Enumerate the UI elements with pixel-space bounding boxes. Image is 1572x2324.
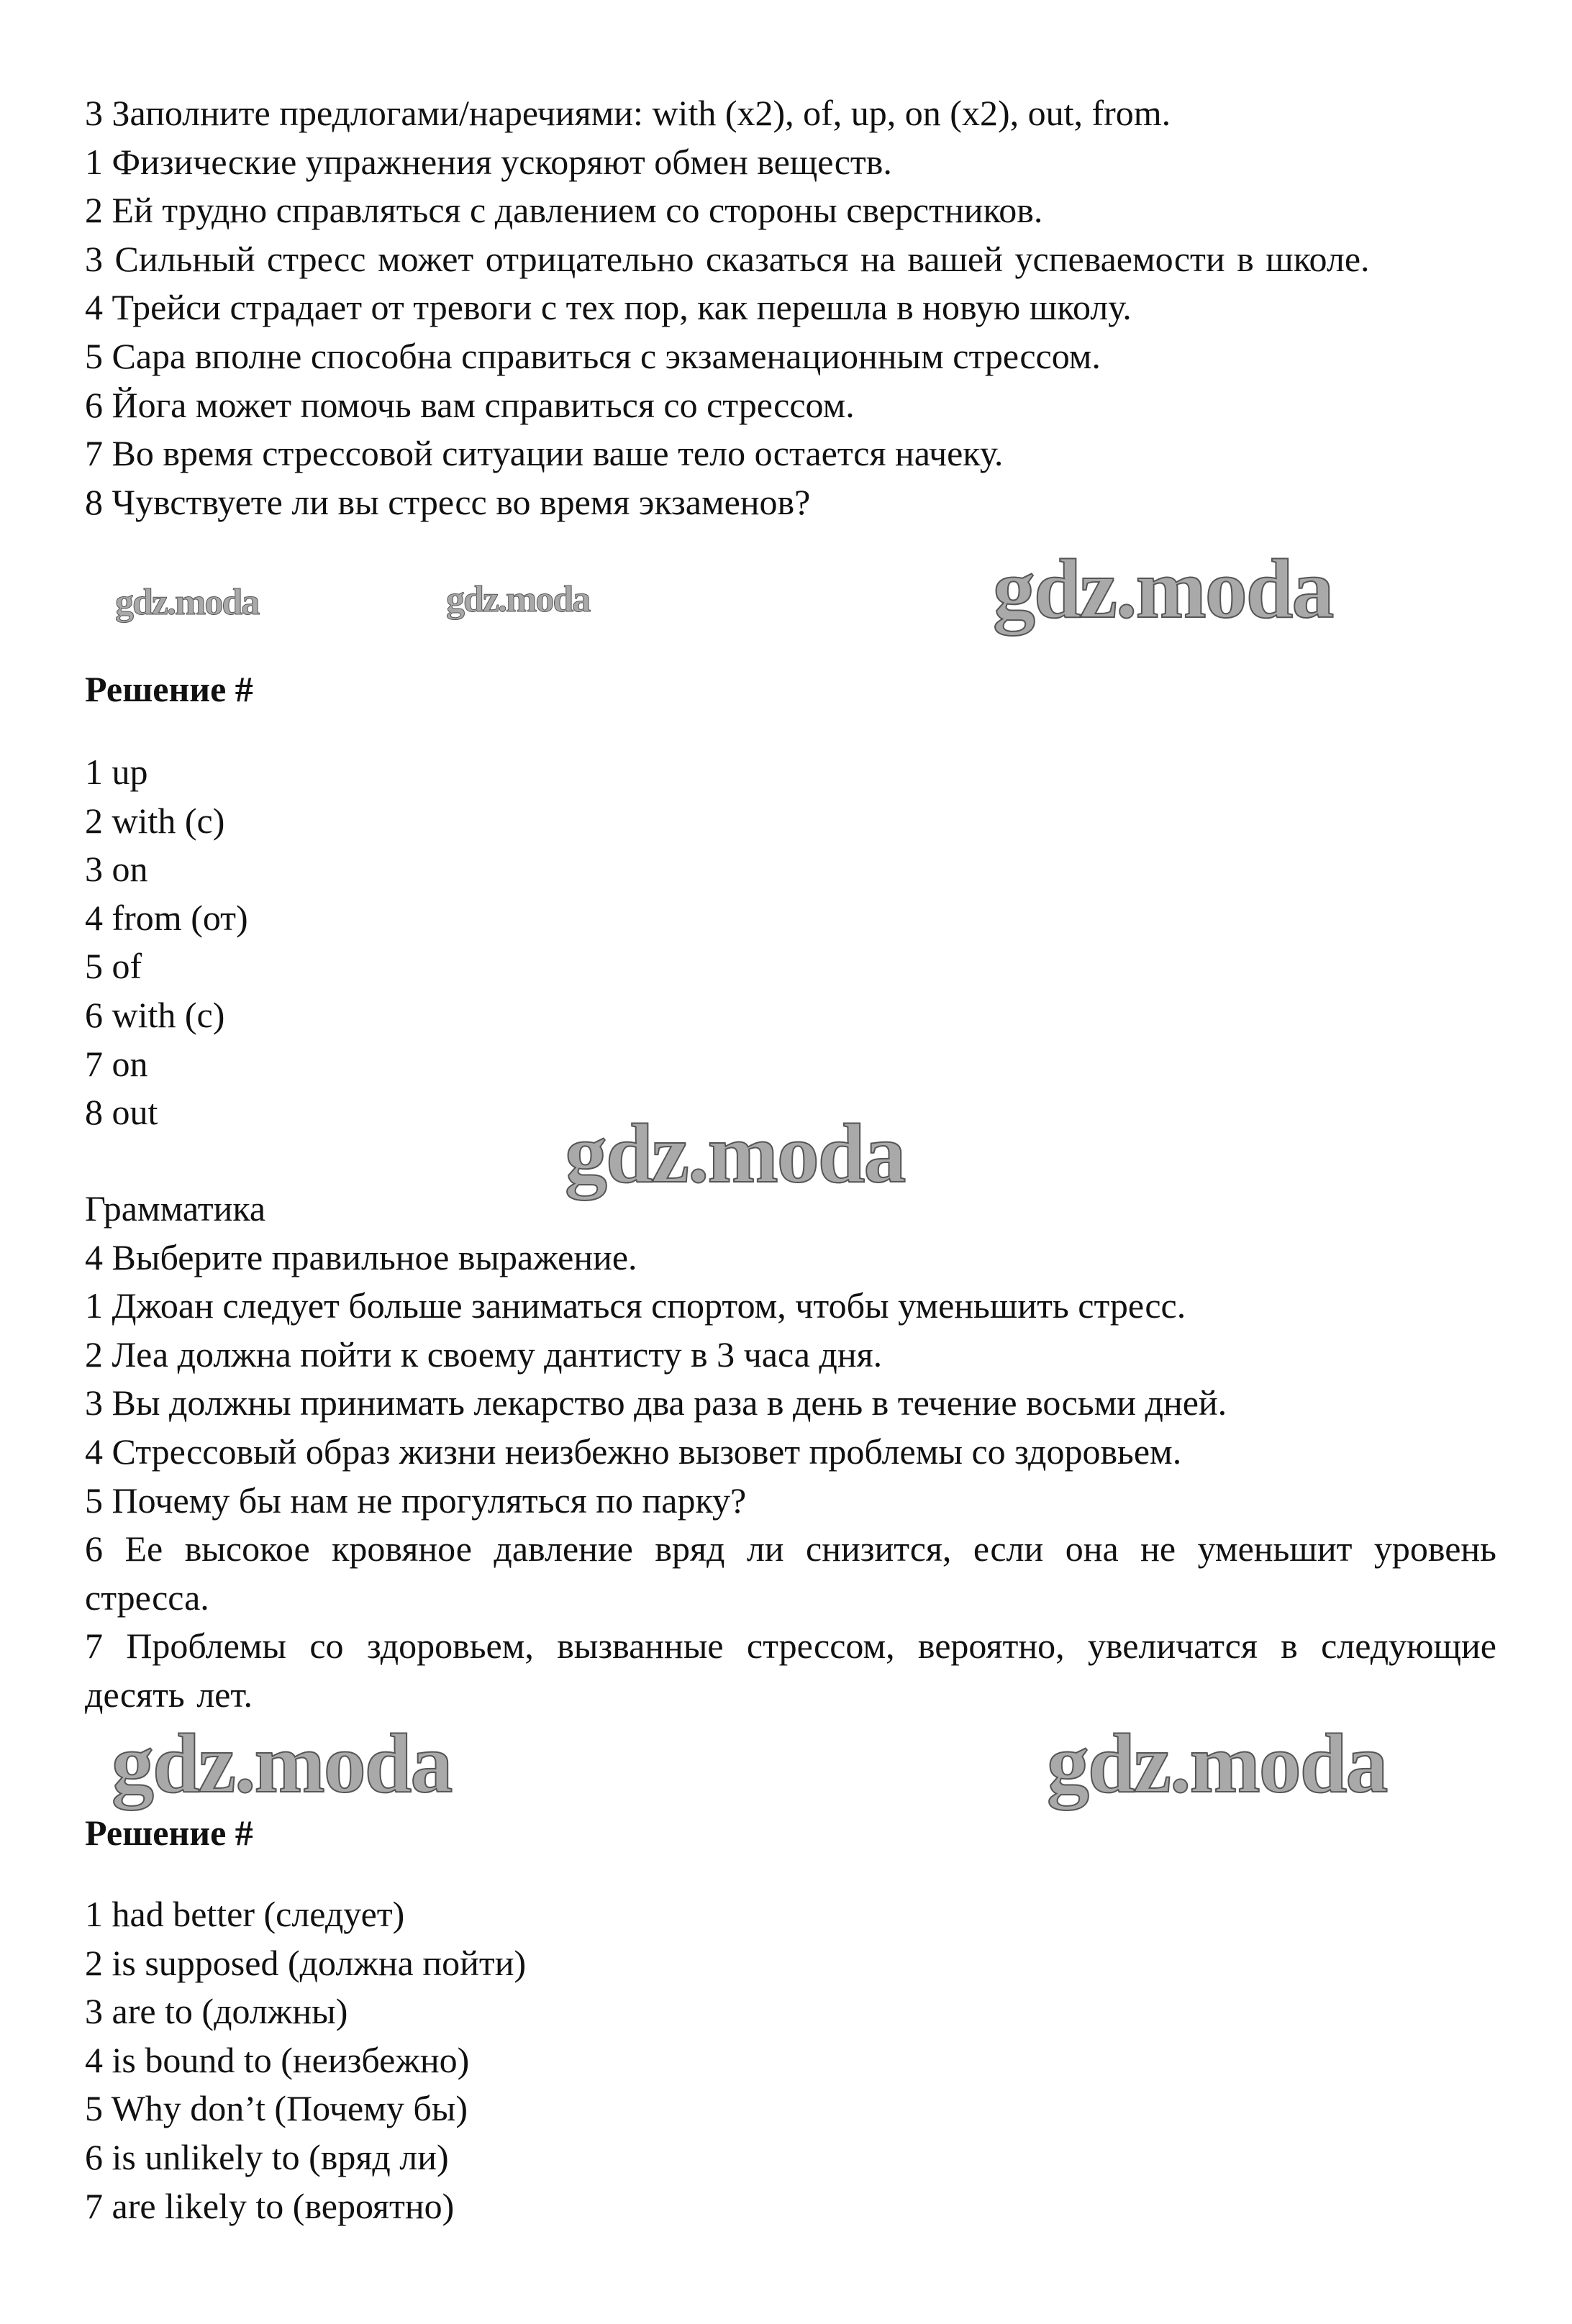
answer: 1 had better (следует) [85, 1894, 405, 1934]
answer: 4 is bound to (неизбежно) [85, 2039, 470, 2080]
solution-heading: Решение # [85, 669, 253, 709]
exercise-item: 5 Сара вполне способна справиться с экзаменационным стрессом. [85, 335, 1101, 376]
answer: 6 with (с) [85, 994, 225, 1035]
exercise-item: 5 Почему бы нам не прогуляться по парку? [85, 1480, 747, 1521]
exercise-item: 3 Вы должны принимать лекарство два раза в день в течение восьми дней. [85, 1382, 1227, 1423]
section-title: Грамматика [85, 1188, 266, 1229]
grammar-exercise [85, 1185, 1496, 1720]
exercise-item: 4 Трейси страдает от тревоги с тех пор, как перешла в новую школу. [85, 287, 1132, 328]
watermark: gdz.moda [112, 1716, 452, 1810]
exercise-item: 2 Леа должна пойти к своему дантисту в 3 часа дня. [85, 1334, 883, 1375]
exercise-title: 4 Выберите правильное выражение. [85, 1236, 637, 1277]
watermark: gdz.moda [1047, 1716, 1387, 1810]
answer: 4 from (от) [85, 897, 248, 938]
exercise-item: 8 Чувствуете ли вы стресс во время экзаменов? [85, 481, 811, 522]
answer: 7 on [85, 1043, 148, 1084]
answer: 3 are to (должны) [85, 1991, 348, 2032]
exercise-item: 4 Стрессовый образ жизни неизбежно вызовет проблемы со здоровьем. [85, 1431, 1182, 1472]
answer: 2 with (с) [85, 800, 225, 841]
solution-1-answers [85, 748, 1496, 1137]
watermark: gdz.moda [115, 582, 259, 623]
answer: 6 is unlikely to (вряд ли) [85, 2136, 449, 2177]
exercise-item: 1 Физические упражнения ускоряют обмен веществ. [85, 141, 892, 182]
exercise-item: 6 Ее высокое кровяное давление вряд ли снизится, если она не уменьшит уровень стресса. [85, 1528, 1496, 1618]
solution-2-answers [85, 1890, 1496, 2230]
solution-2 [85, 1809, 1496, 1858]
answer: 1 up [85, 752, 148, 792]
exercise-3 [85, 89, 1496, 527]
solution-heading: Решение # [85, 1813, 253, 1853]
exercise-item: 3 Сильный стресс может отрицательно сказаться на вашей успеваемости в школе. [85, 238, 1370, 279]
answer: 3 on [85, 849, 148, 890]
exercise-title: 3 Заполните предлогами/наречиями: with (x2), of, up, on (x2), out, from. [85, 93, 1171, 133]
answer: 8 out [85, 1092, 158, 1133]
solution-1 [85, 665, 1496, 714]
watermark: gdz.moda [565, 1106, 905, 1200]
answer: 5 of [85, 946, 142, 987]
exercise-item: 6 Йога может помочь вам справиться со стрессом. [85, 384, 855, 425]
watermark: gdz.moda [993, 542, 1333, 636]
answer: 5 Why don’t (Почему бы) [85, 2088, 468, 2129]
answer: 7 are likely to (вероятно) [85, 2185, 455, 2226]
exercise-item: 1 Джоан следует больше заниматься спортом, чтобы уменьшить стресс. [85, 1285, 1186, 1326]
exercise-item: 7 Проблемы со здоровьем, вызванные стрессом, вероятно, увеличатся в следующие десять лет. [85, 1626, 1496, 1715]
answer: 2 is supposed (должна пойти) [85, 1942, 527, 1983]
exercise-item: 7 Во время стрессовой ситуации ваше тело остается начеку. [85, 433, 1004, 474]
watermark: gdz.moda [446, 579, 590, 620]
exercise-item: 2 Ей трудно справляться с давлением со стороны сверстников. [85, 190, 1043, 231]
